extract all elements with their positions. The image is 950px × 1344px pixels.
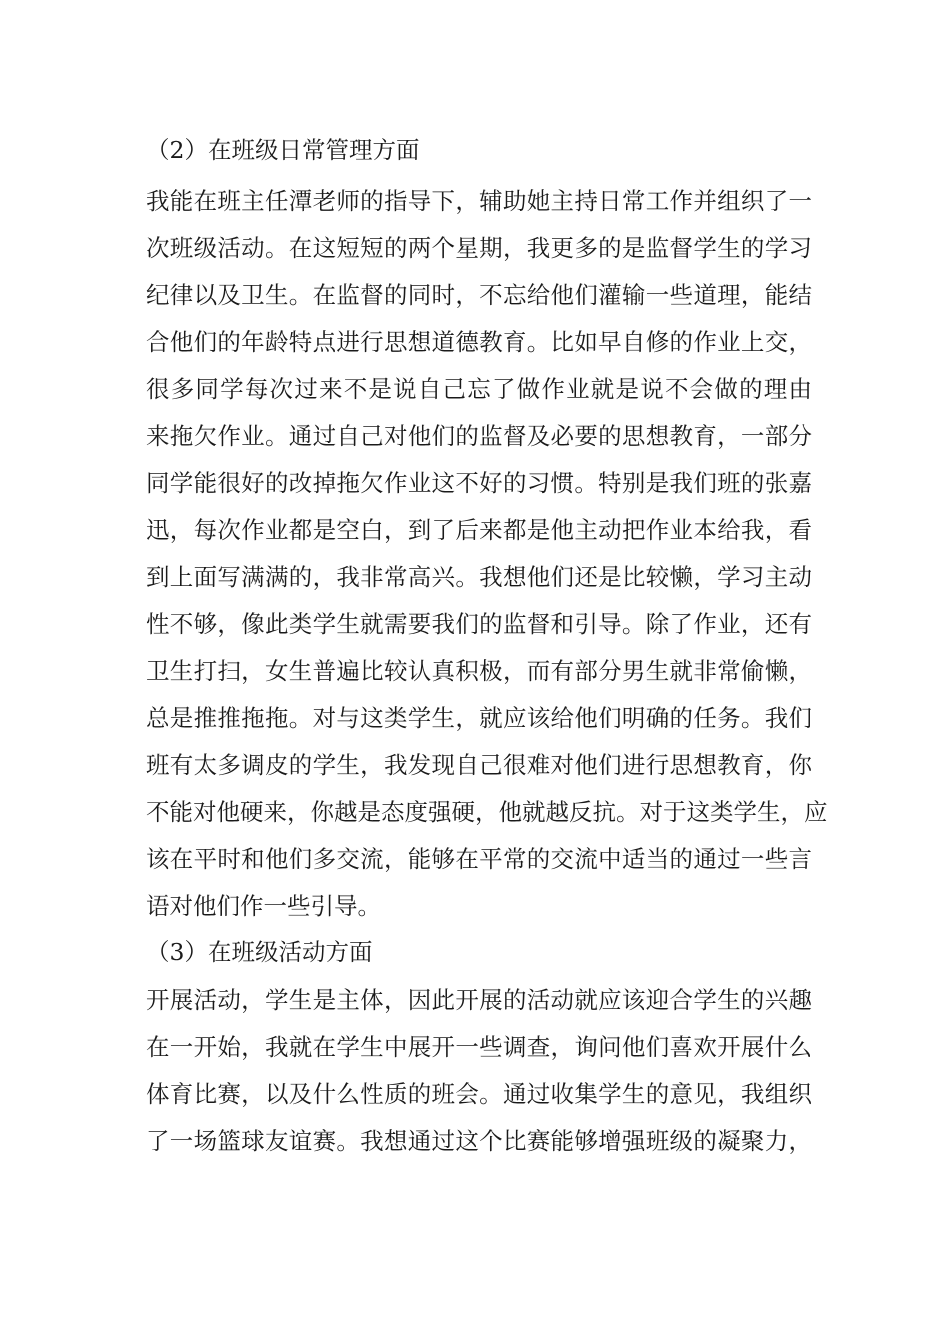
paragraph-line: 到上面写满满的，我非常高兴。我想他们还是比较懒，学习主动 bbox=[146, 563, 812, 591]
paragraph-line: 同学能很好的改掉拖欠作业这不好的习惯。特别是我们班的张嘉 bbox=[146, 469, 812, 497]
paragraph-line: 很多同学每次过来不是说自己忘了做作业就是说不会做的理由 bbox=[146, 375, 812, 403]
paragraph-line: 在一开始，我就在学生中展开一些调查，询问他们喜欢开展什么 bbox=[146, 1033, 812, 1061]
section-2-heading: （2）在班级日常管理方面 bbox=[146, 136, 420, 164]
paragraph-line: 班有太多调皮的学生，我发现自己很难对他们进行思想教育，你 bbox=[146, 751, 812, 779]
paragraph-line: 合他们的年龄特点进行思想道德教育。比如早自修的作业上交， bbox=[146, 328, 812, 356]
paragraph-line: 来拖欠作业。通过自己对他们的监督及必要的思想教育，一部分 bbox=[146, 422, 812, 450]
paragraph-line: 迅，每次作业都是空白，到了后来都是他主动把作业本给我，看 bbox=[146, 516, 812, 544]
paragraph-line: 该在平时和他们多交流，能够在平常的交流中适当的通过一些言 bbox=[146, 845, 812, 873]
paragraph-line: 纪律以及卫生。在监督的同时，不忘给他们灌输一些道理，能结 bbox=[146, 281, 812, 309]
paragraph-line: 体育比赛，以及什么性质的班会。通过收集学生的意见，我组织 bbox=[146, 1080, 812, 1108]
paragraph-line: 开展活动，学生是主体，因此开展的活动就应该迎合学生的兴趣 bbox=[146, 986, 812, 1014]
paragraph-line: 卫生打扫，女生普遍比较认真积极，而有部分男生就非常偷懒， bbox=[146, 657, 812, 685]
paragraph-line: 不能对他硬来，你越是态度强硬，他就越反抗。对于这类学生，应 bbox=[146, 798, 828, 826]
section-3-heading: （3）在班级活动方面 bbox=[146, 938, 373, 966]
paragraph-line: 我能在班主任潭老师的指导下，辅助她主持日常工作并组织了一 bbox=[146, 187, 812, 215]
paragraph-line: 次班级活动。在这短短的两个星期，我更多的是监督学生的学习 bbox=[146, 234, 812, 262]
paragraph-line: 性不够，像此类学生就需要我们的监督和引导。除了作业，还有 bbox=[146, 610, 812, 638]
paragraph-line: 语对他们作一些引导。 bbox=[146, 892, 381, 920]
paragraph-line: 了一场篮球友谊赛。我想通过这个比赛能够增强班级的凝聚力， bbox=[146, 1127, 812, 1155]
paragraph-line: 总是推推拖拖。对与这类学生，就应该给他们明确的任务。我们 bbox=[146, 704, 812, 732]
